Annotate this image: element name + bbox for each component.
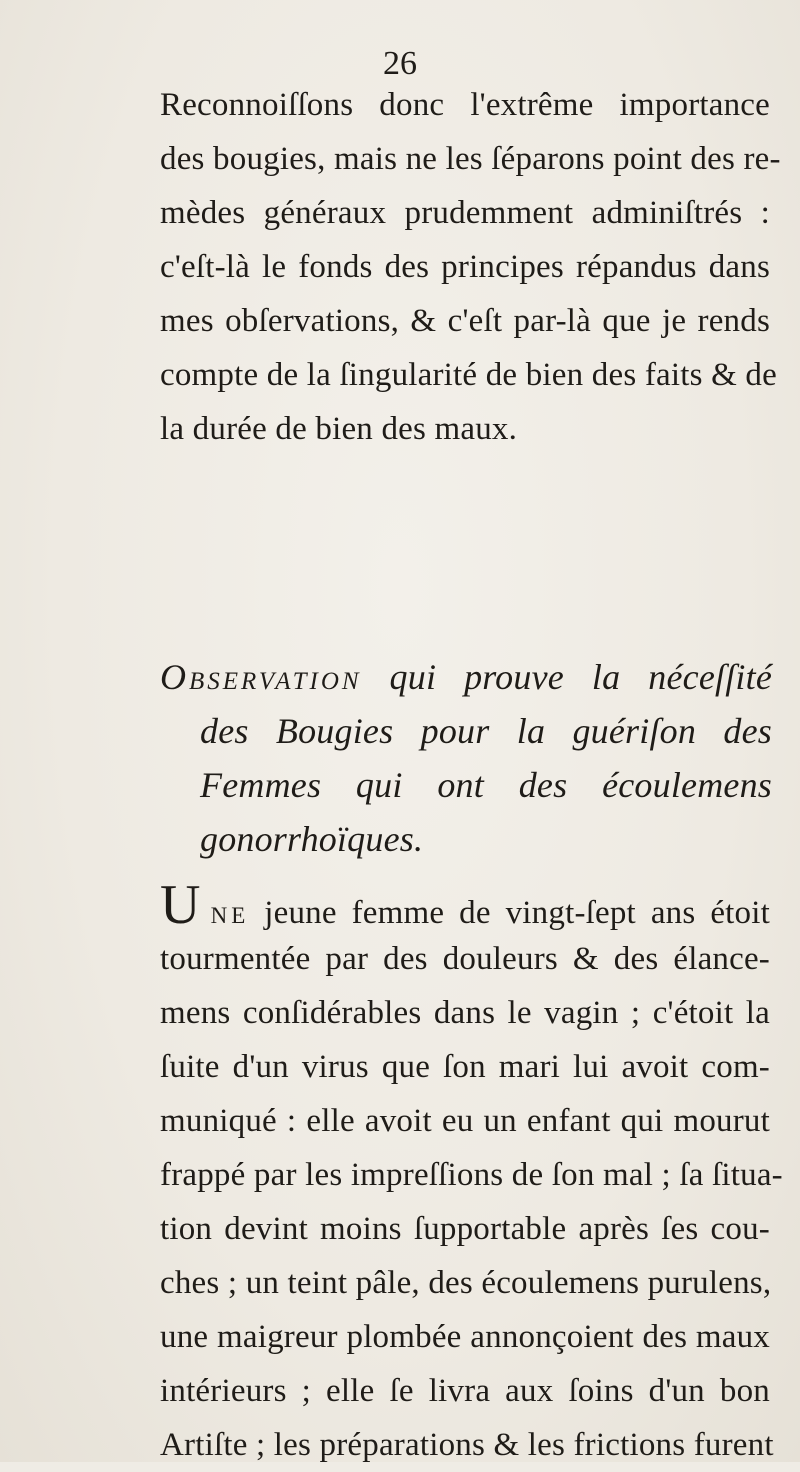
text-line: Reconnoiſſons donc l'extrême importance xyxy=(160,87,770,123)
text-line: compte de la ſingularité de bien des faits & de xyxy=(160,357,777,393)
text-line: c'eſt-là le fonds des principes répandus dans xyxy=(160,249,770,285)
text-line: mèdes généraux prudemment adminiſtrés : xyxy=(160,195,770,231)
text-line: tion devint moins ſupportable après ſes cou- xyxy=(160,1211,770,1247)
heading-line: Femmes qui ont des écoulemens xyxy=(200,765,772,805)
text-line xyxy=(160,874,770,936)
text-line: frappé par les impreſſions de ſon mal ; ſa ſitua- xyxy=(160,1157,783,1193)
text-line: muniqué : elle avoit eu un enfant qui mourut xyxy=(160,1103,770,1139)
paragraph-intro xyxy=(160,78,781,456)
paragraph-observation xyxy=(160,874,783,1472)
text-line: des bougies, mais ne les ſéparons point des re- xyxy=(160,141,781,177)
text-line: une maigreur plombée annonçoient des maux xyxy=(160,1319,770,1355)
section-heading xyxy=(160,650,772,866)
text-line: Artiſte ; les préparations & les frictions furent xyxy=(160,1427,774,1463)
text-line: intérieurs ; elle ſe livra aux ſoins d'un bon xyxy=(160,1373,770,1409)
text-line: tourmentée par des douleurs & des élance- xyxy=(160,941,770,977)
text-line: la durée de bien des maux. xyxy=(160,411,518,447)
text-line: ches ; un teint pâle, des écoulemens purulens, xyxy=(160,1265,772,1301)
line-1-rest: jeune femme de vingt-ſept ans étoit xyxy=(249,895,770,931)
page-number: 26 xyxy=(383,45,417,82)
text-line: mes obſervations, & c'eſt par-là que je rends xyxy=(160,303,770,339)
heading-first-word: Observation xyxy=(160,657,362,697)
text-line: mens conſidérables dans le vagin ; c'étoit la xyxy=(160,995,770,1031)
heading-line: des Bougies pour la guériſon des xyxy=(200,711,772,751)
drop-cap: U xyxy=(160,874,201,936)
opening-word: ne xyxy=(210,895,250,931)
heading-line-1-rest: qui prouve la néceſſité xyxy=(361,657,772,697)
text-line: ſuite d'un virus que ſon mari lui avoit com- xyxy=(160,1049,770,1085)
heading-line: gonorrhoïques. xyxy=(200,819,424,859)
heading-line xyxy=(160,650,772,704)
